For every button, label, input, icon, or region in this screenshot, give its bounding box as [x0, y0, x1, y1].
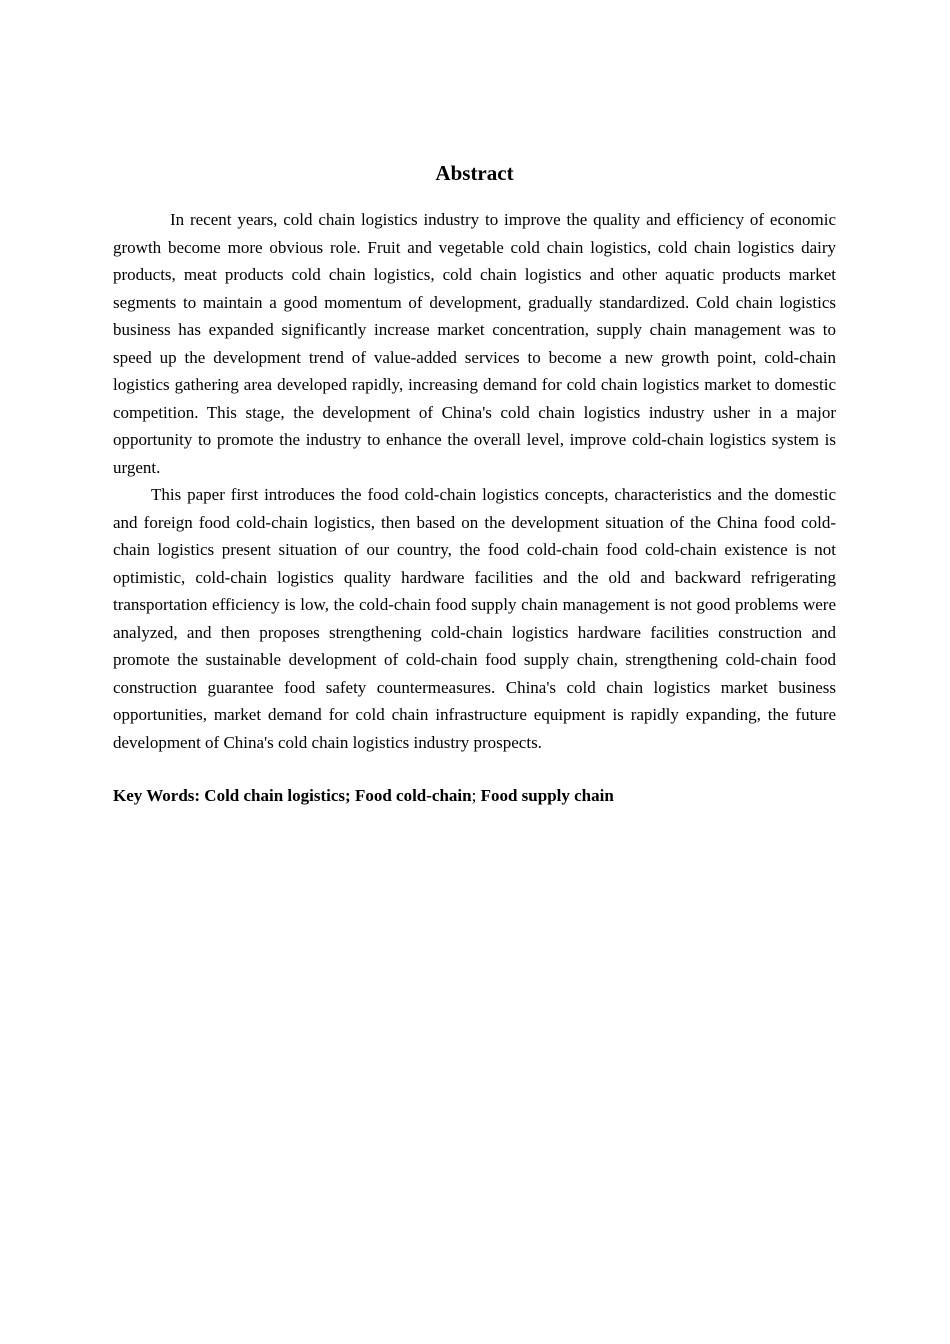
- page-title: Abstract: [435, 161, 514, 185]
- keywords-last: Food supply chain: [476, 786, 614, 805]
- abstract-paragraph-2: This paper first introduces the food cold-chain logistics concepts, characteristics and the domestic and foreign food cold-chain logistics, then based on the development situation of the China food cold-chain logistics present situation of our country, the food cold-chain food cold-chain existence is not optimistic, cold-chain logistics quality hardware facilities and the old and backward refrigerating transportation efficiency is low, the cold-chain food supply chain management is not good problems were analyzed, and then proposes strengthening cold-chain logistics hardware facilities construction and promote the sustainable development of cold-chain food supply chain, strengthening cold-chain food construction guarantee food safety countermeasures. China's cold chain logistics market business opportunities, market demand for cold chain infrastructure equipment is rapidly expanding, the future development of China's cold chain logistics industry prospects.: [113, 485, 836, 752]
- keywords-line: [113, 782, 836, 810]
- keywords-separator: ;: [471, 786, 477, 805]
- abstract-paragraph-1: In recent years, cold chain logistics industry to improve the quality and efficiency of economic growth become more obvious role. Fruit and vegetable cold chain logistics, cold chain logistics dairy products, meat products cold chain logistics, cold chain logistics and other aquatic products market segments to maintain a good momentum of development, gradually standardized. Cold chain logistics business has expanded significantly increase market concentration, supply chain management was to speed up the development trend of value-added services to become a new growth point, cold-chain logistics gathering area developed rapidly, increasing demand for cold chain logistics market to domestic competition. This stage, the development of China's cold chain logistics industry usher in a major opportunity to promote the industry to enhance the overall level, improve cold-chain logistics system is urgent.: [113, 210, 836, 477]
- keywords-label-and-first: Key Words: Cold chain logistics; Food cold-chain: [113, 786, 472, 805]
- abstract-section: [113, 156, 836, 810]
